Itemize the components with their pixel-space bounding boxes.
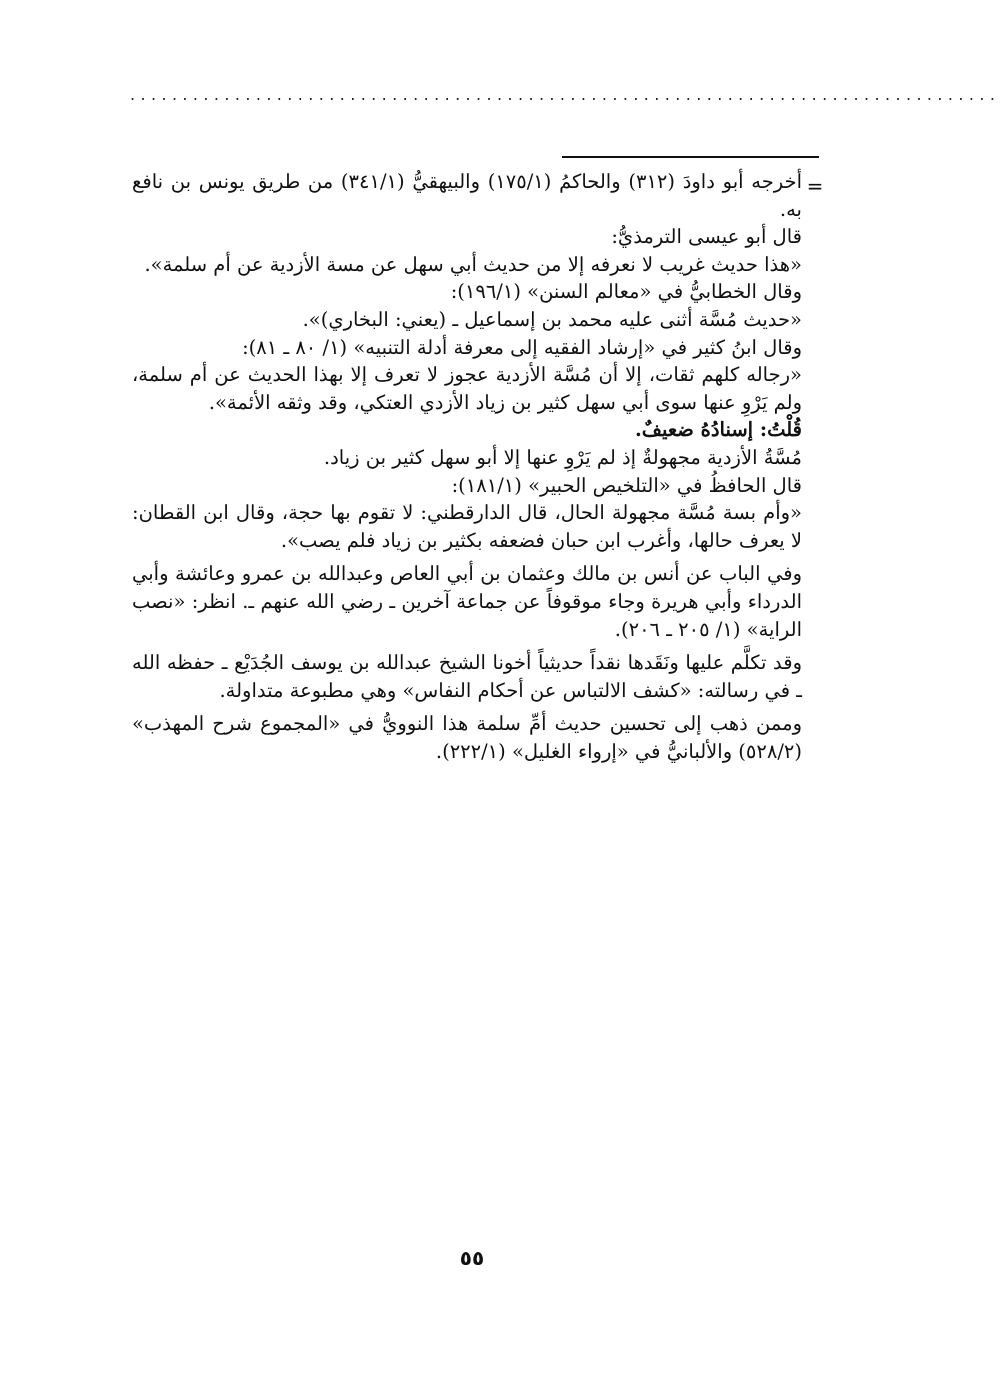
footnote-paragraph-hafiz-quote: «وأم بسة مُسَّة مجهولة الحال، قال الدارقطني: لا تقوم بها حجة، وقال ابن القطان: لا يعرف حالها، وأغرب ابن حبان فضعفه بكثير بن زياد فلم يصب». [132, 501, 802, 552]
footnote-paragraph-khattabi-quote: «حديث مُسَّة أثنى عليه محمد بن إسماعيل ـ (يعني: البخاري)». [302, 307, 802, 331]
page-number: ٥٥ [459, 1246, 485, 1270]
footnote-paragraph-ibn-kathir-intro: وقال ابنُ كثير في «إرشاد الفقيه إلى معرفة أدلة التنبيه» (١/ ٨٠ ـ ٨١): [242, 335, 802, 359]
footnote-paragraph-judai: وقد تكلَّم عليها ونَقَدها نقداً حديثياً أخونا الشيخ عبدالله بن يوسف الجُدَيْع ـ حفظه الله ـ في رسالته: «كشف الالتباس عن أحكام النفاس» وهي مطبوعة متداولة. [132, 651, 802, 702]
footnote-paragraph-tirmidhi-intro: قال أبو عيسى الترمذيُّ: [611, 225, 802, 249]
footnote-paragraph-bab: وفي الباب عن أنس بن مالك وعثمان بن أبي العاص وعبدالله بن عمرو وعائشة وأبي الدرداء وأبي هريرة وجاء موقوفاً عن جماعة آخرين ـ رضي الله عنهم ـ. انظر: «نصب الراية» (١/ ٢٠٥ ـ ٢٠٦). [132, 562, 802, 641]
footnote-paragraph-tirmidhi-quote: «هذا حديث غريب لا نعرفه إلا من حديث أبي سهل عن مسة الأزدية عن أم سلمة». [144, 252, 802, 276]
footnote-paragraph-musa-majhula: مُسَّةُ الأزدية مجهولةٌ إذ لم يَرْوِ عنها إلا أبو سهل كثير بن زياد. [323, 445, 802, 469]
footnote-paragraph-hafiz-intro: قال الحافظُ في «التلخيص الحبير» (١٨١/١): [451, 473, 802, 497]
footnote-paragraph-takhrij: أخرجه أبو داودَ (٣١٢) والحاكمُ (١٧٥/١) والبيهقيُّ (٣٤١/١) من طريق يونس بن نافع به. [132, 170, 802, 221]
footnote-paragraph-khattabi-intro: وقال الخطابيُّ في «معالم السنن» (١٩٦/١): [450, 280, 802, 304]
footnote-paragraph-verdict: قُلْتُ: إسنادُهُ ضعيفٌ. [634, 418, 802, 442]
header-dotted-rule: ................................................................................... [130, 85, 1000, 104]
footnote-text [132, 168, 802, 765]
footnote-paragraph-tahsin: وممن ذهب إلى تحسين حديث أمِّ سلمة هذا النوويُّ في «المجموع شرح المهذب» (٥٢٨/٢) والألبانيُّ في «إرواء الغليل» (٢٢٢/١). [132, 712, 802, 763]
footnote-paragraph-ibn-kathir-quote: «رجاله كلهم ثقات، إلا أن مُسَّة الأزدية عجوز لا تعرف إلا بهذا الحديث عن أم سلمة، ولم يَرْوِ عنها سوى أبي سهل كثير بن زياد الأزدي العتكي، وقد وثقه الأئمة». [132, 363, 802, 414]
footnote-separator [562, 156, 819, 158]
footnote-continuation-mark: = [806, 174, 824, 198]
